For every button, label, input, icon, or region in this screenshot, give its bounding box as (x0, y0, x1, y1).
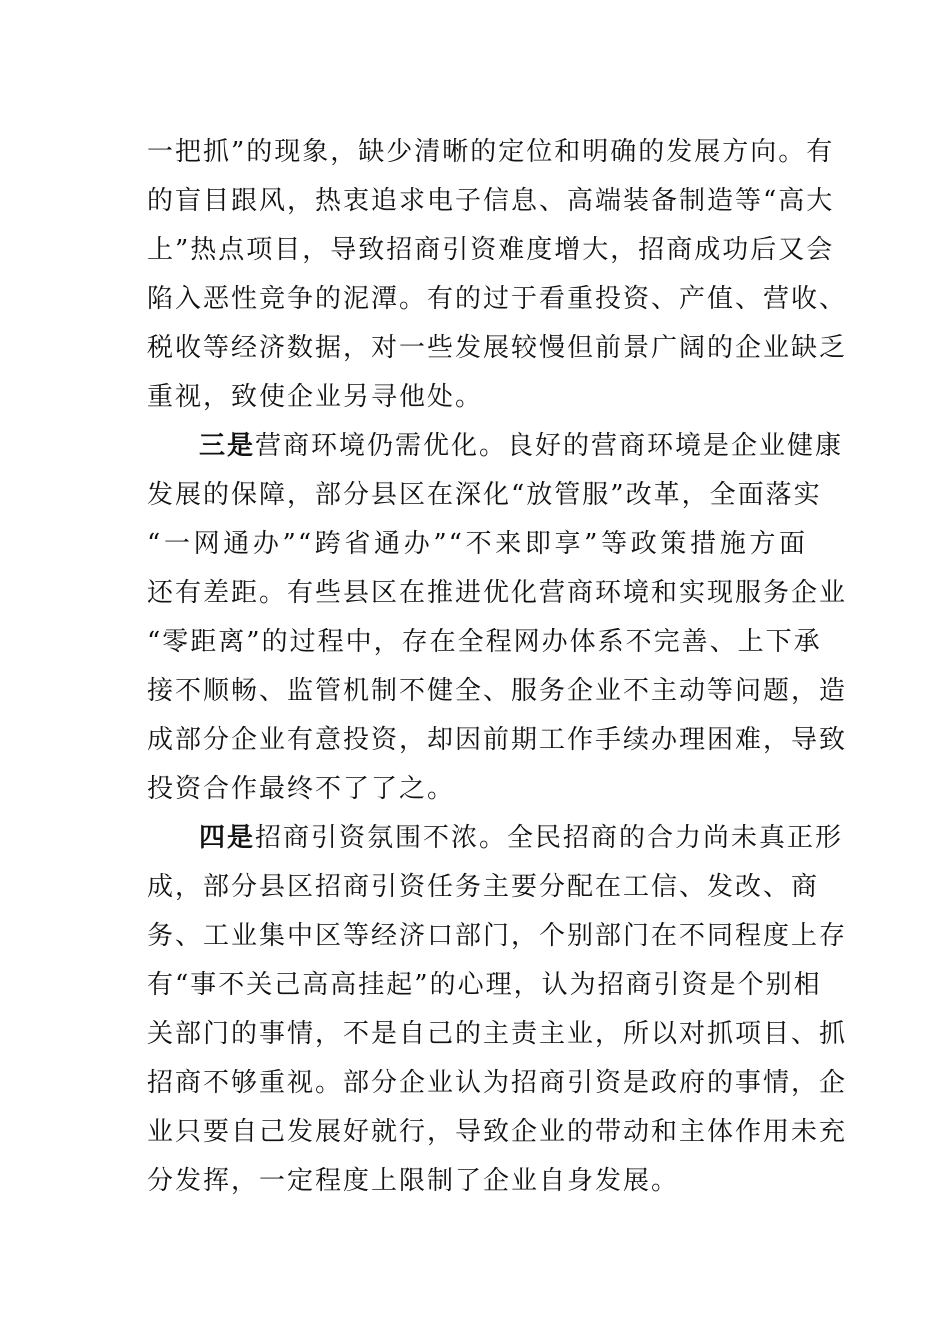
text-line: 务、工业集中区等经济口部门，个别部门在不同程度上存 (147, 921, 848, 951)
text-line: 上”热点项目，导致招商引资难度增大，招商成功后又会 (147, 235, 835, 265)
text-line: 有“事不关己高高挂起”的心理，认为招商引资是个别相 (147, 970, 822, 1000)
text-run: 营商环境仍需优化。良好的营商环境是企业健康 (255, 431, 844, 461)
text-line: 税收等经济数据，对一些发展较慢但前景广阔的企业缺乏 (147, 333, 848, 363)
text-line: 陷入恶性竞争的泥潭。有的过于看重投资、产值、营收、 (147, 284, 848, 314)
paragraph-lead: 四是 (199, 823, 256, 853)
text-line-first (147, 422, 844, 471)
text-line: 一把抓”的现象，缺少清晰的定位和明确的发展方向。有 (147, 137, 835, 167)
text-line: 投资合作最终不了了之。 (147, 774, 456, 804)
text-line: 业只要自己发展好就行，导致企业的带动和主体作用未充 (147, 1117, 848, 1147)
text-line: 成部分企业有意投资，却因前期工作手续办理困难，导致 (147, 725, 848, 755)
text-line: 分发挥，一定程度上限制了企业自身发展。 (147, 1166, 680, 1196)
text-line: 还有差距。有些县区在推进优化营商环境和实现服务企业 (147, 578, 848, 608)
text-line-first (147, 814, 844, 863)
text-line: 接不顺畅、监管机制不健全、服务企业不主动等问题，造 (147, 676, 848, 706)
text-run: 招商引资氛围不浓。全民招商的合力尚未真正形 (255, 823, 844, 853)
document-body (147, 128, 848, 1206)
text-line: 招商不够重视。部分企业认为招商引资是政府的事情，企 (147, 1068, 848, 1098)
text-line: 关部门的事情，不是自己的主责主业，所以对抓项目、抓 (147, 1019, 848, 1049)
text-line: “一网通办”“跨省通办”“不来即享”等政策措施方面 (147, 529, 807, 559)
paragraph-continuation (147, 128, 848, 422)
paragraph-investment-atmosphere (147, 814, 848, 1206)
paragraph-business-environment (147, 422, 848, 814)
paragraph-lead: 三是 (199, 431, 256, 461)
text-line: 重视，致使企业另寻他处。 (147, 382, 484, 412)
text-line: 的盲目跟风，热衷追求电子信息、高端装备制造等“高大 (147, 186, 835, 216)
text-line: “零距离”的过程中，存在全程网办体系不完善、上下承 (147, 627, 822, 657)
text-line: 成，部分县区招商引资任务主要分配在工信、发改、商 (147, 872, 820, 902)
text-line: 发展的保障，部分县区在深化“放管服”改革，全面落实 (147, 480, 822, 510)
